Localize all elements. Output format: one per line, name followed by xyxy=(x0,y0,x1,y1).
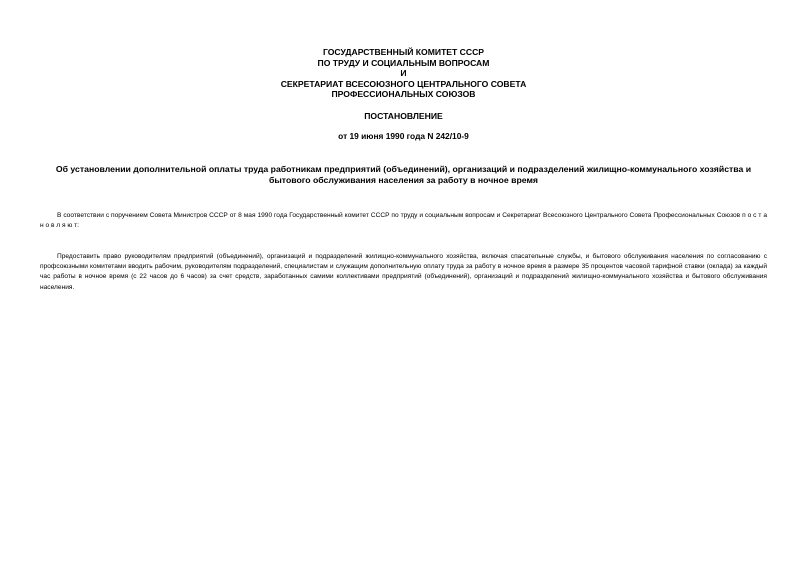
header-line: ПРОФЕССИОНАЛЬНЫХ СОЮЗОВ xyxy=(331,89,476,99)
header-line: ПО ТРУДУ И СОЦИАЛЬНЫМ ВОПРОСАМ xyxy=(317,57,490,68)
document-date-number: от 19 июня 1990 года N 242/10-9 xyxy=(338,131,469,141)
header-line: СЕКРЕТАРИАТ ВСЕСОЮЗНОГО ЦЕНТРАЛЬНОГО СОВЕТА xyxy=(280,78,527,89)
issuing-authorities-header xyxy=(0,47,807,100)
header-line: И xyxy=(400,68,407,78)
document-title: Об установлении дополнительной оплаты труда работникам предприятий (объединений), организаций и подразделений жилищно-коммунального хозяйства и бытового обслуживания населения за работу в ночное время xyxy=(55,164,752,185)
document-type: ПОСТАНОВЛЕНИЕ xyxy=(364,111,443,121)
body-paragraph-resolution: Предоставить право руководителям предприятий (объединений), организаций и подразделений жилищно-коммунального хозяйства, включая спасательные службы, и бытового обслуживания населения по согласованию с профсоюзными комитетами вводить рабочим, руководителям подразделений, специалистам и служащим дополнительную оплату труда за работу в ночное время в размере 35 процентов часовой тарифной ставки (оклада) за каждый час работы в ночное время (с 22 часов до 6 часов) за счет средств, заработанных самими коллективами предприятий (объединений), организаций и подразделений жилищно-коммунального хозяйства и бытового обслуживания населения. xyxy=(40,252,767,291)
body-paragraph-preamble: В соответствии с поручением Совета Министров СССР от 8 мая 1990 года Государственный комитет СССР по труду и социальным вопросам и Секретариат Всесоюзного Центрального Совета Профессиональных Союзов п о с т а н о в л я ю т: xyxy=(40,211,767,229)
header-line: ГОСУДАРСТВЕННЫЙ КОМИТЕТ СССР xyxy=(322,47,485,57)
